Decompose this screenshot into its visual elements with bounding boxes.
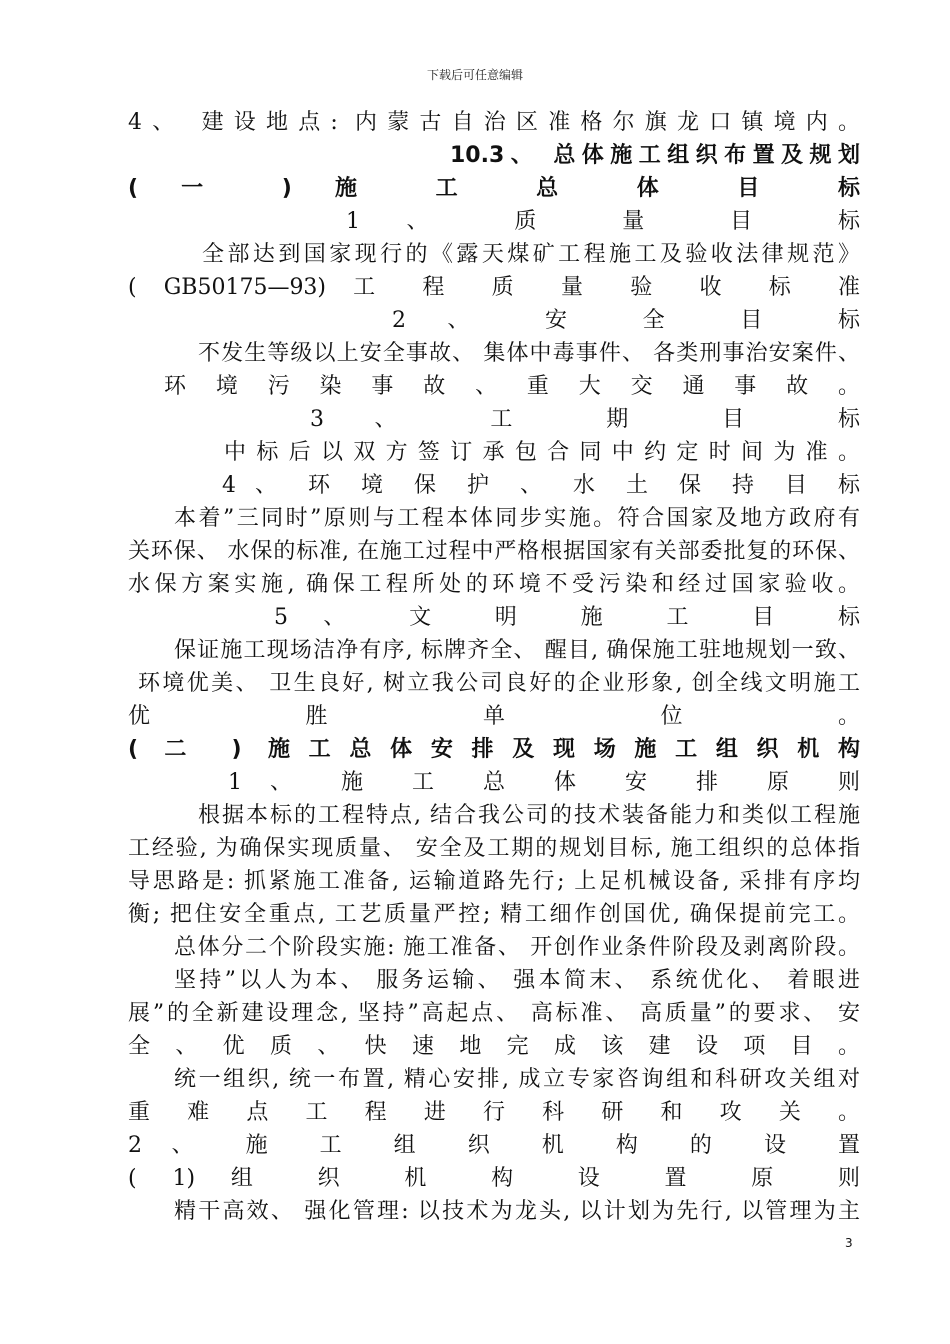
document-body	[128, 106, 860, 1228]
subsection-heading: 2 、 施 工 组 织 机 构 的 设 置	[128, 1133, 860, 1158]
text-line: 保证施工现场洁净有序, 标牌齐全、 醒目, 确保施工驻地规划一致、	[174, 638, 860, 663]
text-line: 根据本标的工程特点, 结合我公司的技术装备能力和类似工程施	[198, 803, 860, 828]
text-line: 精干高效、 强化管理: 以技术为龙头, 以计划为先行, 以管理为主	[174, 1199, 860, 1224]
text-line: 本着”三同时”原则与工程本体同步实施。符合国家及地方政府有	[174, 506, 860, 531]
text-line: 优 胜 单 位 。	[128, 704, 860, 729]
text-line: 工经验, 为确保实现质量、 安全及工期的规划目标, 施工组织的总体指	[128, 836, 860, 861]
subsection-heading: 1 、 质 量 目 标	[346, 209, 860, 234]
section-heading: ( 二 ) 施工总体安排及现场施工组织机构	[128, 737, 860, 762]
subsection-heading: 1 、 施 工 总 体 安 排 原 则	[228, 770, 860, 795]
page-number: 3	[845, 1236, 853, 1250]
page-header: 下载后可任意编辑	[426, 68, 523, 82]
text-line: 环境优美、 卫生良好, 树立我公司良好的企业形象, 创全线文明施工	[138, 671, 860, 696]
text-line: 导思路是: 抓紧施工准备, 运输道路先行; 上足机械设备, 采排有序均	[128, 869, 860, 894]
subsection-heading: 5 、 文 明 施 工 目 标	[274, 605, 860, 630]
text-line: 展”的全新建设理念, 坚持”高起点、 高标准、 高质量”的要求、 安	[128, 1001, 860, 1026]
section-heading: 10.3、 总体施工组织布置及规划	[450, 143, 860, 168]
text-line: 4、 建设地点: 内蒙古自治区准格尔旗龙口镇境内。	[128, 110, 860, 135]
subsection-heading: 4 、 环 境 保 护 、 水 土 保 持 目 标	[222, 473, 860, 498]
text-line: 关环保、 水保的标准, 在施工过程中严格根据国家有关部委批复的环保、	[128, 539, 860, 564]
text-line: 重 难 点 工 程 进 行 科 研 和 攻 关 。	[128, 1100, 860, 1125]
text-line: 坚持”以人为本、 服务运输、 强本简末、 系统优化、 着眼进	[174, 968, 860, 993]
text-line: 总体分二个阶段实施: 施工准备、 开创作业条件阶段及剥离阶段。	[174, 935, 860, 960]
text-line: 全部达到国家现行的《露天煤矿工程施工及验收法律规范》	[202, 242, 860, 267]
text-line: 水保方案实施, 确保工程所处的环境不受污染和经过国家验收。	[128, 572, 860, 597]
section-heading: ( 一 ) 施 工 总 体 目 标	[128, 176, 860, 201]
text-line: 环 境 污 染 事 故 、 重 大 交 通 事 故 。	[164, 374, 860, 399]
text-line: ( GB50175—93) 工 程 质 量 验 收 标 准	[128, 275, 860, 300]
subsection-heading: ( 1) 组 织 机 构 设 置 原 则	[128, 1166, 860, 1191]
text-line: 不发生等级以上安全事故、 集体中毒事件、 各类刑事治安案件、	[198, 341, 860, 366]
text-line: 中标后以双方签订承包合同中约定时间为准。	[224, 440, 860, 465]
text-line: 统一组织, 统一布置, 精心安排, 成立专家咨询组和科研攻关组对	[174, 1067, 860, 1092]
text-line: 衡; 把住安全重点, 工艺质量严控; 精工细作创国优, 确保提前完工。	[128, 902, 860, 927]
subsection-heading: 2 、 安 全 目 标	[392, 308, 860, 333]
text-line: 全 、 优 质 、 快 速 地 完 成 该 建 设 项 目 。	[128, 1034, 860, 1059]
subsection-heading: 3 、 工 期 目 标	[310, 407, 860, 432]
